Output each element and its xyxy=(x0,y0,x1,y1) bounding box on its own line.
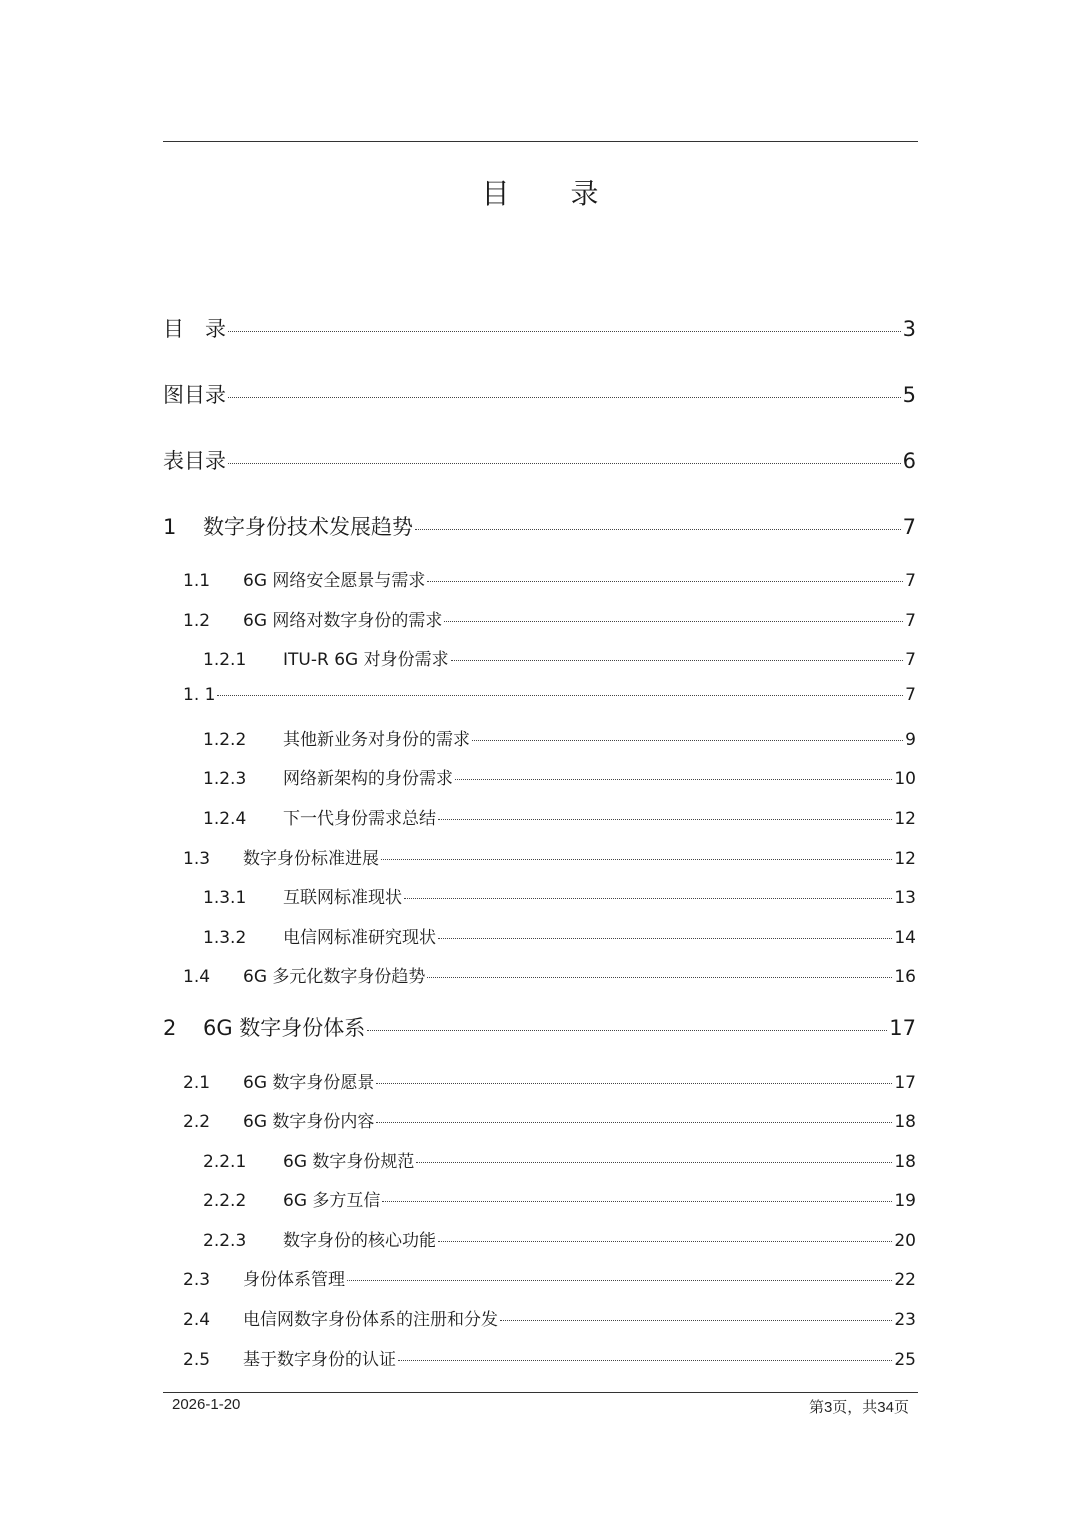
toc-entry-number: 1.3 xyxy=(183,849,211,869)
toc-entry-number: 1.2 xyxy=(183,611,211,631)
toc-entry-page: 16 xyxy=(894,967,916,987)
toc-entry-title: 1. 1 xyxy=(183,685,216,705)
toc-entry-title: 下一代身份需求总结 xyxy=(283,809,436,829)
toc-entry-title: 互联网标准现状 xyxy=(283,888,402,908)
toc-entry-number: 2.2.1 xyxy=(203,1152,247,1172)
toc-entry-title: 电信网数字身份体系的注册和分发 xyxy=(243,1310,498,1330)
toc-dot-leader xyxy=(451,660,904,661)
toc-dot-leader xyxy=(376,1083,892,1084)
toc-entry[interactable] xyxy=(183,1107,916,1132)
toc-entry-page: 12 xyxy=(894,849,916,869)
toc-entry-page: 22 xyxy=(894,1270,916,1290)
toc-dot-leader xyxy=(217,695,903,696)
footer-page-info: 第3页，共34页 xyxy=(808,1399,909,1416)
toc-entry-number: 2.1 xyxy=(183,1073,211,1093)
toc-entry-page: 18 xyxy=(894,1112,916,1132)
toc-entry-page: 17 xyxy=(889,1016,916,1040)
toc-entry-title: 数字身份技术发展趋势 xyxy=(203,515,413,539)
toc-dot-leader xyxy=(382,1201,892,1202)
toc-entry-title: 6G 多元化数字身份趋势 xyxy=(243,967,426,987)
toc-entry-number: 1.4 xyxy=(183,967,211,987)
toc-entry-number: 1.1 xyxy=(183,571,211,591)
toc-entry[interactable] xyxy=(163,1012,916,1042)
toc-entry[interactable] xyxy=(183,1265,916,1290)
toc-dot-leader xyxy=(347,1280,892,1281)
toc-entry-page: 9 xyxy=(905,730,916,750)
toc-entry-number: 1.2.2 xyxy=(203,730,247,750)
toc-entry-page: 20 xyxy=(894,1231,916,1251)
toc-entry-number: 1.2.3 xyxy=(203,769,247,789)
toc-entry-page: 17 xyxy=(894,1073,916,1093)
toc-entry[interactable] xyxy=(183,685,916,705)
toc-entry-title: 表目录 xyxy=(163,449,226,473)
footer-rule xyxy=(163,1392,918,1393)
toc-entry[interactable] xyxy=(203,1186,916,1211)
toc-entry[interactable] xyxy=(203,883,916,908)
toc-entry[interactable] xyxy=(203,725,916,750)
toc-entry-title: 身份体系管理 xyxy=(243,1270,345,1290)
toc-entry-title: 电信网标准研究现状 xyxy=(283,928,436,948)
toc-entry-title: 6G 数字身份愿景 xyxy=(243,1073,375,1093)
toc-dot-leader xyxy=(438,819,892,820)
toc-entry-page: 14 xyxy=(894,928,916,948)
toc-entry-title: 数字身份标准进展 xyxy=(243,849,379,869)
toc-entry[interactable] xyxy=(183,566,916,591)
toc-entry[interactable] xyxy=(183,844,916,869)
toc-entry-page: 13 xyxy=(894,888,916,908)
toc-entry[interactable] xyxy=(203,764,916,789)
toc-entry-page: 23 xyxy=(894,1310,916,1330)
toc-entry-page: 7 xyxy=(905,650,916,670)
toc-entry-title: 6G 数字身份规范 xyxy=(283,1152,415,1172)
toc-entry-page: 7 xyxy=(905,685,916,705)
toc-entry-number: 2.2.2 xyxy=(203,1191,247,1211)
toc-entry-number: 2.4 xyxy=(183,1310,211,1330)
toc-dot-leader xyxy=(398,1360,892,1361)
toc-entry-number: 2 xyxy=(163,1016,177,1040)
toc-entry-page: 25 xyxy=(894,1350,916,1370)
toc-entry-number: 2.2 xyxy=(183,1112,211,1132)
page-title: 目 录 xyxy=(481,177,625,210)
toc-dot-leader xyxy=(455,779,892,780)
toc-dot-leader xyxy=(415,529,901,530)
toc-entry-title: 目 录 xyxy=(163,317,226,341)
toc-dot-leader xyxy=(228,397,901,398)
toc-entry[interactable] xyxy=(163,313,916,343)
toc-entry-page: 18 xyxy=(894,1152,916,1172)
toc-entry[interactable] xyxy=(183,1305,916,1330)
toc-dot-leader xyxy=(228,463,901,464)
toc-entry-page: 3 xyxy=(902,317,916,341)
toc-dot-leader xyxy=(427,581,903,582)
toc-dot-leader xyxy=(404,898,892,899)
toc-entry[interactable] xyxy=(203,645,916,670)
toc-entry-title: 6G 网络安全愿景与需求 xyxy=(243,571,426,591)
toc-entry[interactable] xyxy=(203,1147,916,1172)
toc-dot-leader xyxy=(427,977,892,978)
toc-entry-number: 1.3.1 xyxy=(203,888,247,908)
toc-entry[interactable] xyxy=(183,606,916,631)
toc-entry[interactable] xyxy=(203,804,916,829)
toc-dot-leader xyxy=(367,1030,887,1031)
toc-entry-title: 数字身份的核心功能 xyxy=(283,1231,436,1251)
toc-entry-number: 1.2.1 xyxy=(203,650,247,670)
toc-entry-title: 6G 数字身份体系 xyxy=(203,1016,366,1040)
toc-entry[interactable] xyxy=(163,445,916,475)
toc-entry-page: 12 xyxy=(894,809,916,829)
toc-entry-page: 6 xyxy=(902,449,916,473)
toc-dot-leader xyxy=(500,1320,892,1321)
toc-entry[interactable] xyxy=(183,962,916,987)
toc-dot-leader xyxy=(438,938,892,939)
toc-entry-title: ITU-R 6G 对身份需求 xyxy=(283,650,449,670)
toc-dot-leader xyxy=(228,331,901,332)
toc-entry-number: 2.2.3 xyxy=(203,1231,247,1251)
toc-entry-number: 1.2.4 xyxy=(203,809,247,829)
toc-entry-number: 1 xyxy=(163,515,177,539)
toc-entry[interactable] xyxy=(163,379,916,409)
toc-dot-leader xyxy=(416,1162,892,1163)
toc-entry-title: 其他新业务对身份的需求 xyxy=(283,730,470,750)
toc-dot-leader xyxy=(381,859,892,860)
toc-dot-leader xyxy=(472,740,903,741)
toc-entry-number: 2.3 xyxy=(183,1270,211,1290)
toc-entry-title: 6G 多方互信 xyxy=(283,1191,381,1211)
toc-entry-title: 网络新架构的身份需求 xyxy=(283,769,453,789)
toc-entry[interactable] xyxy=(203,1226,916,1251)
toc-entry-number: 2.5 xyxy=(183,1350,211,1370)
toc-entry-title: 6G 网络对数字身份的需求 xyxy=(243,611,443,631)
toc-dot-leader xyxy=(376,1122,892,1123)
toc-entry-page: 7 xyxy=(905,571,916,591)
toc-entry-page: 19 xyxy=(894,1191,916,1211)
toc-entry-title: 图目录 xyxy=(163,383,226,407)
toc-entry[interactable] xyxy=(183,1068,916,1093)
toc-entry-page: 7 xyxy=(905,611,916,631)
toc-entry-page: 5 xyxy=(902,383,916,407)
toc-entry-number: 1.3.2 xyxy=(203,928,247,948)
toc-dot-leader xyxy=(438,1241,892,1242)
toc-entry-page: 7 xyxy=(902,515,916,539)
toc-entry[interactable] xyxy=(163,511,916,541)
toc-entry[interactable] xyxy=(183,1345,916,1370)
toc-entry-title: 6G 数字身份内容 xyxy=(243,1112,375,1132)
toc-entry-title: 基于数字身份的认证 xyxy=(243,1350,396,1370)
toc-dot-leader xyxy=(444,621,903,622)
toc-entry-page: 10 xyxy=(894,769,916,789)
footer-date: 2026-1-20 xyxy=(172,1396,241,1413)
toc-entry[interactable] xyxy=(203,923,916,948)
